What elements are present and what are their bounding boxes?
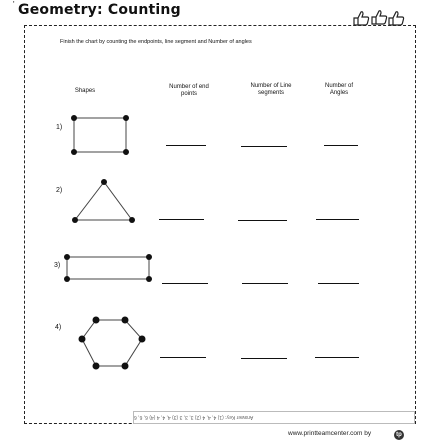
row-number: 1): [56, 124, 63, 131]
title-mark: ': [13, 0, 15, 9]
answer-key: Answer Key: (1) 4, 4, 4 (2) 3, 3, 3 (3) 4, 4, 4 (4) 6, 6, 6: [134, 414, 254, 420]
segments-answer-line[interactable]: [241, 146, 287, 147]
angles-answer-line[interactable]: [316, 219, 359, 220]
header-shapes: Shapes: [74, 88, 96, 94]
endpoints-answer-line[interactable]: [166, 145, 206, 146]
row-number: 3): [54, 262, 61, 269]
instructions: Finish the chart by counting the endpoints, line segment and Number of angles: [60, 39, 252, 45]
site-logo-icon: tp: [394, 430, 404, 440]
endpoints-answer-line[interactable]: [159, 219, 204, 220]
segments-answer-line[interactable]: [238, 220, 287, 221]
header-line-segments: Number of Line segments: [250, 83, 292, 96]
segments-answer-line[interactable]: [242, 283, 288, 284]
row-number: 4): [55, 324, 62, 331]
segments-answer-line[interactable]: [241, 358, 287, 359]
angles-answer-line[interactable]: [324, 145, 358, 146]
page-title: Geometry: Counting: [18, 2, 181, 18]
answer-key-box: [133, 411, 415, 424]
thumbs-up-rating-icon: [352, 8, 406, 26]
rectangle-shape: [60, 110, 140, 160]
hexagon-shape: [72, 308, 162, 380]
angles-answer-line[interactable]: [315, 357, 359, 358]
header-angles: Number of Angles: [324, 83, 353, 96]
angles-answer-line[interactable]: [318, 283, 359, 284]
header-endpoints: Number of end points: [169, 84, 209, 97]
row-number: 2): [56, 187, 63, 194]
footer-site: www.printteamcenter.com by: [288, 430, 372, 437]
endpoints-answer-line[interactable]: [160, 357, 206, 358]
endpoints-answer-line[interactable]: [162, 283, 208, 284]
triangle-shape: [60, 170, 140, 230]
wide-rectangle-shape: [56, 248, 166, 288]
